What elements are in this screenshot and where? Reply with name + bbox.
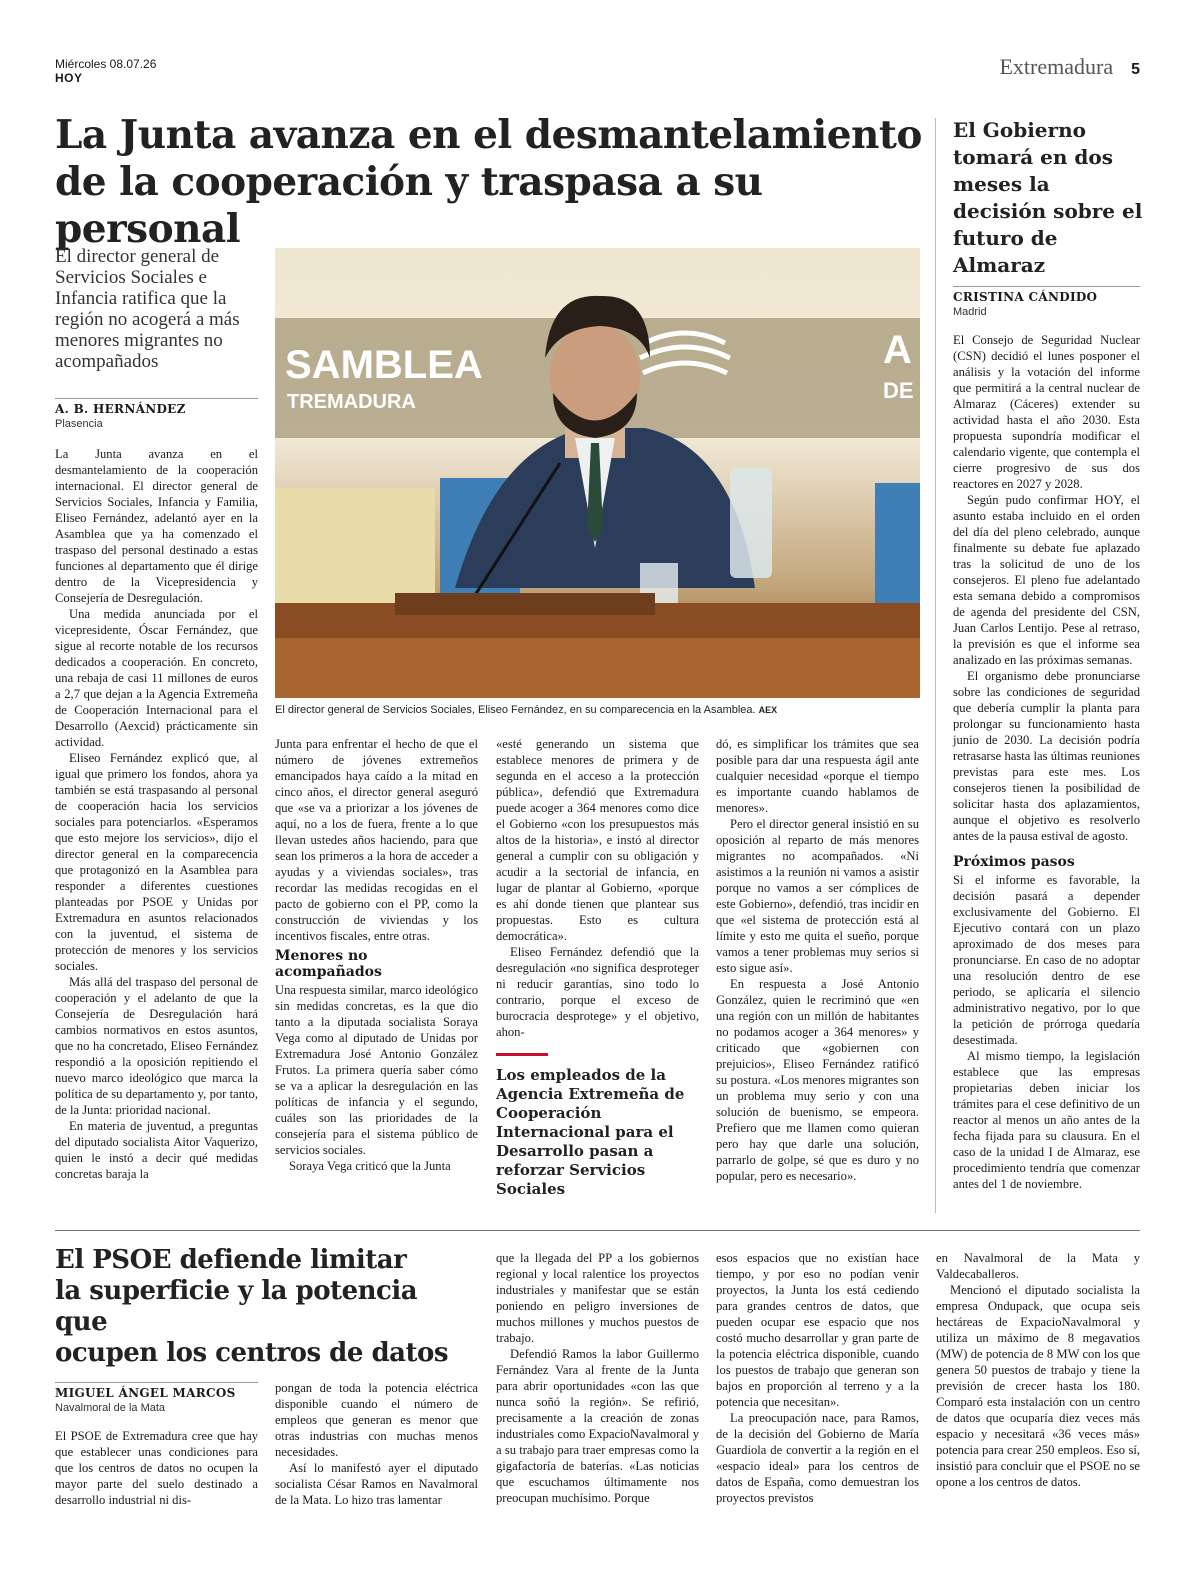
paragraph: «esté generando un sistema que establece menores de primera y de segunda en el acceso a la protección pública», defendió que Extremadura puede acoger a 364 menores como dice el Gobierno «con los presupuestos más altos de la historia», e instó al director general a cumplir con su obligación y acudir a la sectorial de infancia, en lugar de plantar al Gobierno, «porque es ahí donde tienen que plantear sus propuestas. Esto es cultura democrática». [496, 737, 699, 943]
article-column-1 [55, 446, 258, 1182]
bottom-column-4 [716, 1250, 919, 1506]
paragraph: Eliseo Fernández explicó que, al igual que primero los fondos, ahora ya también se está traspasando al personal de cooperación hacia los servicios sociales para potenciarlos. «Esperamos que esto mejore los servicios», dijo el director general en la comparecencia que protagonizó en la Asamblea para responder a diferentes cuestiones planteadas por PSOE y Unidas por Extremadura en asuntos relacionados con la juventud, el sistema de protección de menores y los servicios sociales. [55, 751, 258, 973]
paragraph: dó, es simplificar los trámites que sea posible para dar una respuesta ágil ante cualquier necesidad «porque el tiempo es importante cuando hablamos de menores». [716, 737, 919, 815]
paragraph: Eliseo Fernández defendió que la desregulación «no significa desproteger ni reducir garantías, sino todo lo contrario, porque el exceso de burocracia desprotege» y el objetivo, ahon- [496, 945, 699, 1039]
paragraph: Soraya Vega criticó que la Junta [289, 1159, 451, 1173]
paragraph: La preocupación nace, para Ramos, de la decisión del Gobierno de María Guardiola de convertir a la región en el «espacio ideal» para los centros de datos de España, como demuestran los proyectos previstos [716, 1411, 919, 1505]
author-name: CRISTINA CÁNDIDO [953, 290, 1098, 304]
bottom-column-1 [55, 1428, 258, 1508]
sidebar-headline: El Gobierno tomará en dos meses la decisión sobre el futuro de Almaraz [953, 118, 1143, 277]
bottom-headline-line: la superficie y la potencia que [55, 1276, 418, 1337]
pull-quote-rule [496, 1053, 548, 1056]
paragraph: esos espacios que no existían hace tiempo, y por eso no podían venir proyectos, la Junta los está cediendo para grandes centros de datos, que pueden ocupar ese espacio que nos costó mucho desarrollar y gran parte de la potencia eléctrica disponible, cuando los puestos de trabajo que generan son bajos en proporción al terreno y a la potencia que necesitan». [716, 1251, 919, 1409]
bottom-headline-line: ocupen los centros de datos [55, 1338, 448, 1368]
article-column-3 [496, 736, 699, 1040]
byline-rule [55, 398, 258, 399]
paragraph: Si el informe es favorable, la decisión pasará a depender exclusivamente del Gobierno. El Ejecutivo contará con un plazo aproximado de dos meses para pronunciarse. En caso de no adoptar una resolución dentro de ese periodo, se aplicaría el silencio administrativo negativo, por lo que la petición de prórroga quedaría desestimada. [953, 873, 1140, 1047]
main-subhead: El director general de Servicios Sociales e Infancia ratifica que la región no acogerá a más menores migrantes no acompañados [55, 246, 240, 372]
photo-sign-text: SAMBLEA [285, 343, 483, 387]
bottom-headline-line: El PSOE defiende limitar [55, 1245, 407, 1275]
paragraph: Una respuesta similar, marco ideológico sin medidas concretas, es la que dio tanto a la diputada socialista Soraya Vega como al diputado de Unidas por Extremadura José Antonio González Frutos. La primera quería saber cómo se va a aplicar la desregulación en las políticas de infancia y el segundo, cuáles son las prioridades de la consejería para el sistema público de servicios sociales. [275, 983, 478, 1157]
photo-illustration [275, 248, 920, 698]
main-headline-line: de la cooperación y traspasa a su personal [55, 159, 763, 252]
main-headline-line: La Junta avanza en el desmantelamiento [55, 112, 922, 158]
bottom-column-3 [496, 1250, 699, 1506]
bottom-byline-rule [55, 1382, 258, 1383]
paragraph: Defendió Ramos la labor Guillermo Fernández Vara al frente de la Junta para abrir oportunidades «con las que nunca soñó la región». Se refirió, precisamente a la creación de zonas industriales como ExpacioNavalmoral y a su trabajo para traer empresas como la gigafactoría de baterías. «Las noticias que escuchamos últimamente nos preocupan muchísimo. Porque [496, 1347, 699, 1505]
paragraph: Según pudo confirmar HOY, el asunto estaba incluido en el orden del día del pleno celebrado, aunque finalmente su debate fue aplazado tras la solicitud de uno de los consejeros. El pleno fue adelantado esta semana debido a compromisos de agenda del presidente del CSN, Juan Carlos Lentijo. Pese al retraso, la previsión es que el informe sea analizado en las próximas semanas. [953, 493, 1140, 667]
page-number: 5 [1131, 61, 1140, 78]
main-headline [55, 112, 925, 253]
bottom-column-2 [275, 1380, 478, 1508]
author-name: MIGUEL ÁNGEL MARCOS [55, 1386, 236, 1400]
publication-name: HOY [55, 71, 83, 85]
article-column-2 [275, 736, 478, 1174]
issue-date: Miércoles 08.07.26 [55, 57, 157, 71]
paragraph: que la llegada del PP a los gobiernos regional y local ralentice los proyectos industriales y manifestar que se están poniendo en peligro inversiones de muchos millones y muchos puestos de trabajo. [496, 1251, 699, 1345]
sidebar-byline-block [953, 290, 1097, 318]
photo-sign-text: A [883, 328, 912, 372]
sidebar-divider [935, 118, 936, 1213]
sidebar-byline-rule [953, 286, 1140, 287]
dateline-place: Madrid [953, 306, 987, 318]
bottom-byline-block [55, 1386, 236, 1414]
paragraph: Al mismo tiempo, la legislación establece que las empresas propietarias deben iniciar los trámites para el cese definitivo de un reactor al menos un año antes de la fecha fijada para su clausura. En el caso de la unidad I de Almaraz, ese procedimiento tendría que comenzar antes del 1 de noviembre. [953, 1049, 1140, 1191]
article-column-4 [716, 736, 919, 1184]
article-separator [55, 1230, 1140, 1231]
paragraph: pongan de toda la potencia eléctrica disponible cuando el número de empleos que generan es menor que otras industrias con muchas menos necesidades. [275, 1381, 478, 1459]
photo-sign-text: DE [883, 378, 914, 403]
paragraph: Pero el director general insistió en su oposición al reparto de más menores migrantes no acompañados. «Ni asistimos a la reunión ni vamos a asistir porque no vamos a ser cómplices de este Gobierno», defendió, tras incidir en que «el sistema de protección está al límite y esto me quita el sueño, porque vamos a tener problemas muy serios si esto sigue así». [716, 817, 919, 975]
dateline-place: Plasencia [55, 418, 103, 430]
paragraph: El organismo debe pronunciarse sobre las condiciones de seguridad que debería cumplir la planta para prolongar su funcionamiento hasta junio de 2030. La decisión podría retrasarse hasta las últimas reuniones previstas para este mes. Los consejeros tienen la posibilidad de solicitar hasta dos aplazamientos, aunque el objetivo es resolverlo antes de la pausa estival de agosto. [953, 669, 1140, 843]
paragraph: La Junta avanza en el desmantelamiento de la cooperación internacional. El director general de Servicios Sociales, Infancia y Familia, Eliseo Fernández, adelantó ayer en la Asamblea que ya ha comenzado el traspaso del personal destinado a estas funciones al departamento que él dirige dentro de la Vicepresidencia y Consejería de Desregulación. [55, 447, 258, 605]
paragraph: En materia de juventud, a preguntas del diputado socialista Aitor Vaquerizo, quien le instó a decir qué medidas concretas baraja la [55, 1119, 258, 1181]
paragraph: en Navalmoral de la Mata y Valdecaballeros. [936, 1251, 1140, 1281]
page-header-right [999, 54, 1140, 80]
article-photo [275, 248, 920, 698]
paragraph: Una medida anunciada por el vicepresidente, Óscar Fernández, que sigue al recorte notable de los recursos dedicados a cooperación. En concreto, una rebaja de casi 11 millones de euros a 2,7 que dejan a la Agencia Extremeña de Cooperación Internacional para el Desarrollo (Aexcid) prácticamente sin actividad. [55, 607, 258, 749]
page-header-left [55, 57, 156, 85]
paragraph: Así lo manifestó ayer el diputado socialista César Ramos en Navalmoral de la Mata. Lo hizo tras lamentar [275, 1461, 478, 1507]
photo-caption [275, 703, 925, 717]
paragraph: Mencionó el diputado socialista la empresa Ondupack, que ocupa seis hectáreas de ExpacioNavalmoral y utiliza un máximo de 8 megavatios (MW) de potencia de 8 MW con los que genera 50 puestos de trabajo y tiene la previsión de crecer hasta los 180. Comparó esta instalación con un centro de datos que ocuparía diez veces más espacio y necesitará «36 veces más» potencia para crear 250 empleos. Eso sí, insistió para concluir que el PSOE no se opone a los centros de datos. [936, 1283, 1140, 1489]
bottom-headline [55, 1245, 475, 1369]
sidebar-column [953, 332, 1140, 1192]
photo-credit: AEX [758, 705, 778, 715]
section-subheading: Menores no acompañados [275, 948, 382, 980]
pull-quote: Los empleados de la Agencia Extremeña de Cooperación Internacional para el Desarrollo pasan a reforzar Servicios Sociales [496, 1066, 685, 1198]
author-name: A. B. HERNÁNDEZ [55, 402, 186, 416]
paragraph: Más allá del traspaso del personal de cooperación y el adelanto de que la Consejería de Desregulación hará cambios normativos en estos asuntos, que no ha concretado, Eliseo Fernández respondió a la oposición repitiendo el nuevo marco ideológico que marca la política de su departamento y, por tanto, de la Junta: prioridad nacional. [55, 975, 258, 1117]
bottom-column-5 [936, 1250, 1140, 1490]
main-byline-block [55, 402, 186, 430]
paragraph: El Consejo de Seguridad Nuclear (CSN) decidió el lunes posponer el análisis y la votación del informe que permitirá a la central nuclear de Almaraz (Cáceres) extender su actividad hasta el año 2030. Esta propuesta supondría modificar el calendario vigente, que contempla el cierre progresivo de sus dos reactores en 2027 y 2028. [953, 333, 1140, 491]
paragraph: En respuesta a José Antonio González, quien le recriminó que «en una región con un millón de habitantes no podamos acoger a 364 menores» y criticado que «gobiernen con prejuicios», Eliseo Fernández ratificó su postura. «Los menores migrantes son un problema muy serio y con una solución de buenismo, se empeora. Prefiero que me llamen como quieran pero hay que darle una solución, parrarlo de golpe, sé que es duro y no popular, pero es necesario». [716, 977, 919, 1183]
dateline-place: Navalmoral de la Mata [55, 1402, 166, 1414]
paragraph: El PSOE de Extremadura cree que hay que establecer unas condiciones para que los centros de datos no ocupen la mayor parte del suelo destinado a desarrollo industrial ni dis- [55, 1429, 258, 1507]
paragraph: Junta para enfrentar el hecho de que el número de jóvenes extremeños emancipados haya caído a la mitad en cinco años, el director general aseguró que «se va a priorizar a los jóvenes de aquí, no a los de fuera, frente a lo que llevan ustedes años haciendo, para que sean los primeros a la hora de acceder a ayudas y a viviendas sociales», tras recordar las medidas recogidas en el pacto de gobierno con el PP, como la construcción de viviendas y los incentivos fiscales, entre otras. [275, 737, 478, 943]
section-name: Extremadura [999, 54, 1114, 79]
caption-text: El director general de Servicios Sociales, Eliseo Fernández, en su comparecencia en la Asamblea. [275, 704, 756, 716]
photo-sign-text: TREMADURA [287, 391, 416, 413]
section-subheading: Próximos pasos [953, 854, 1075, 870]
